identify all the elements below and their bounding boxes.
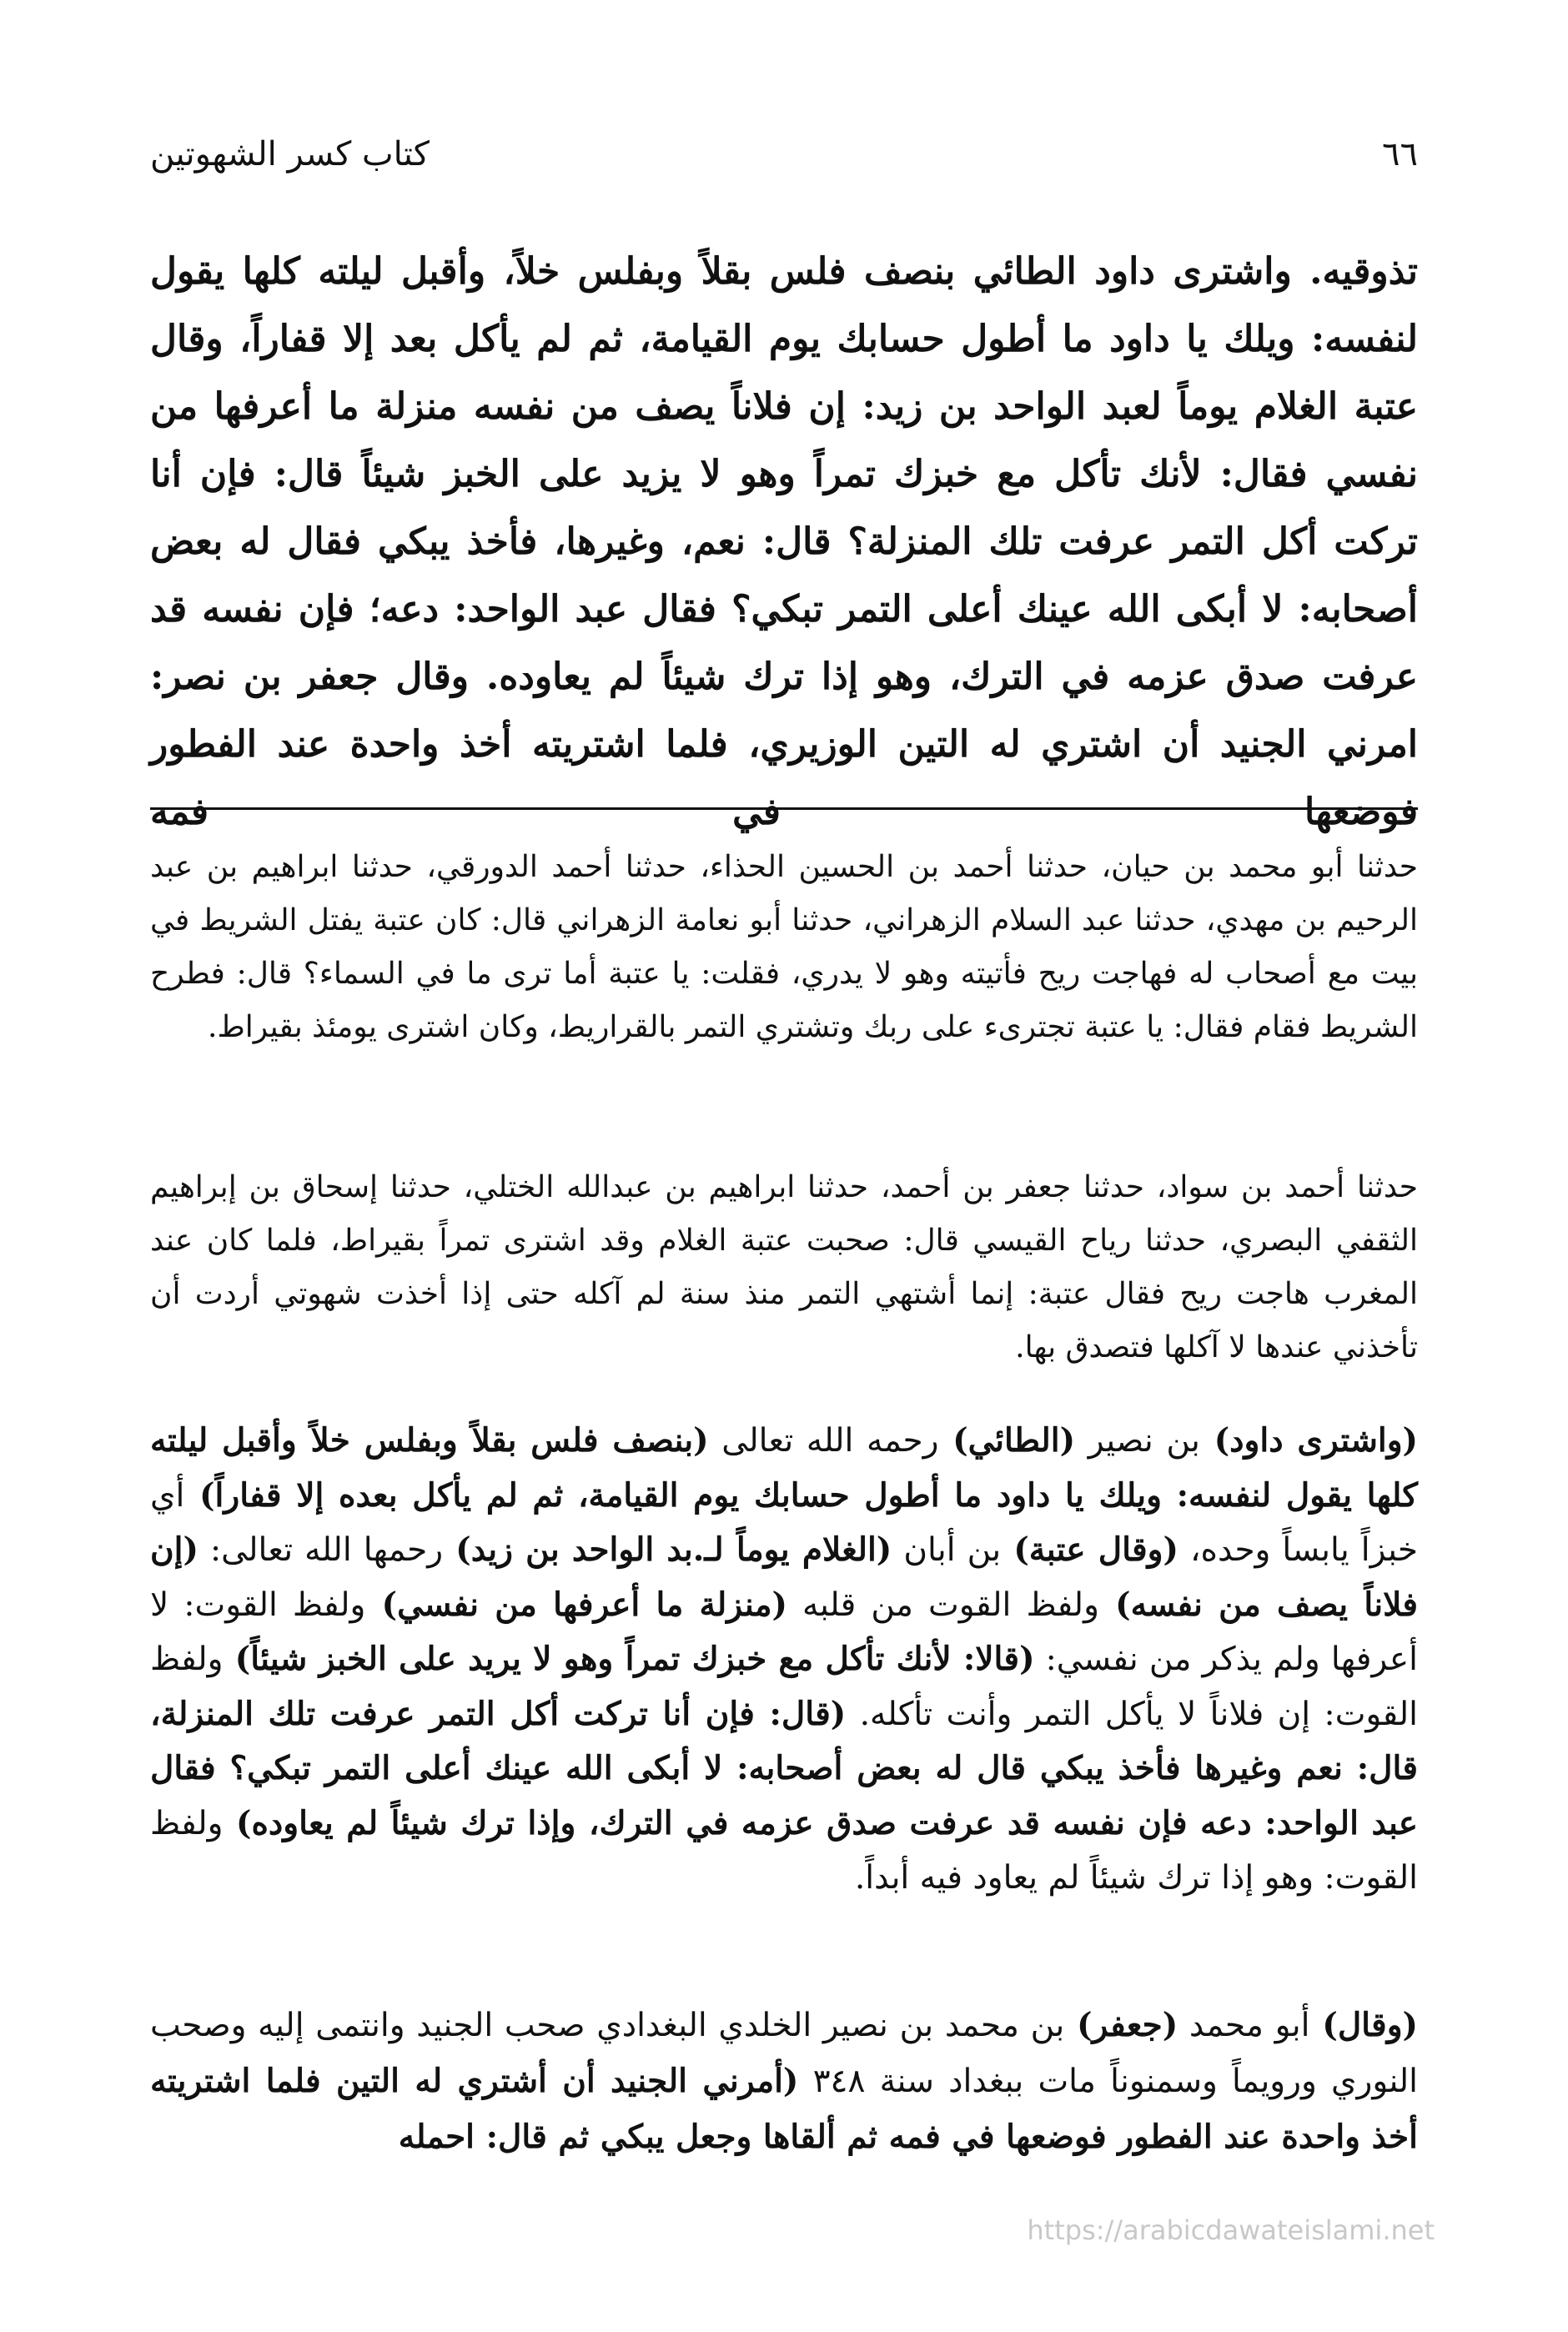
footnote-2: حدثنا أحمد بن سواد، حدثنا جعفر بن أحمد، حدثنا ابراهيم بن عبدالله الختلي، حدثنا إسحاق بن إبراهيم الثقفي البصري، حدثنا رياح القيسي قال: صحبت عتبة الغلام وقد اشترى تمراً بقيراط، فلما كان عند المغرب هاجت ريح فقال عتبة: إنما أشتهي التمر منذ سنة لم آكله حتى إذا أخذت شهوتي أردت أن تأخذني عندها لا آكلها فتصدق بها. — [150, 1170, 1418, 1365]
commentary-text: ولفظ القوت: وهو إذا ترك شيئاً لم يعاود فيه أبداً. — [150, 1804, 1418, 1897]
quoted-text: (قال: فإن أنا تركت أكل التمر عرفت تلك المنزلة، قال: نعم وغيرها فأخذ يبكي قال له بعض أصحابه: لا أبكى الله عينك أعلى التمر تبكي؟ فقال عبد الواحد: دعه فإن نفسه قد عرفت صدق عزمه في الترك، وإذا ترك شيئاً لم يعاوده) — [150, 1694, 1418, 1842]
commentary-text: بن نصير — [1075, 1422, 1200, 1460]
watermark-url: https://arabicdawateislami.net — [1027, 2214, 1435, 2246]
commentary-text: رحمه الله تعالى — [708, 1422, 939, 1460]
commentary-paragraph-1 — [150, 1414, 1418, 1906]
commentary-text: رحمها الله تعالى: — [198, 1531, 444, 1569]
commentary-paragraph-2 — [150, 1998, 1418, 2165]
quoted-text: (الغلام يوماً لـ.بد الواحد بن زيد) — [443, 1530, 892, 1569]
commentary-text: ولفظ القوت: لا أعرفها ولم يذكر من نفسي: — [150, 1586, 1419, 1678]
quoted-text: (واشترى داود) — [1199, 1421, 1418, 1460]
page-number: ٦٦ — [1382, 135, 1418, 173]
commentary-text: ولفظ القوت من قلبه — [787, 1586, 1099, 1624]
commentary-text: بن محمد بن نصير الخلدي البغدادي صحب الجنيد وانتمى إليه وصحب النوري ورويماً وسمنوناً مات ببغداد سنة ٣٤٨ — [150, 2007, 1418, 2100]
footnote-1: حدثنا أبو محمد بن حيان، حدثنا أحمد بن الحسين الحذاء، حدثنا أحمد الدورقي، حدثنا ابراهيم بن عبد الرحيم بن مهدي، حدثنا عبد السلام الزهراني، حدثنا أبو نعامة الزهراني قال: كان عتبة يفتل الشريط في بيت مع أصحاب له فهاجت ريح فأتيته وهو لا يدري، فقلت: يا عتبة أما ترى ما في السماء؟ قال: فطرح الشريط فقام فقال: يا عتبة تجترىء على ربك وتشتري التمر بالقراريط، وكان اشترى يومئذ بقيراط. — [150, 850, 1418, 1044]
quoted-text: (قالا: لأنك تأكل مع خبزك تمراً وهو لا يريد على الخبز شيئاً) — [223, 1640, 1035, 1678]
commentary-text: أبو محمد — [1178, 2007, 1310, 2044]
quoted-text: (جعفر) — [1064, 2006, 1179, 2044]
book-title: كتاب كسر الشهوتين — [150, 135, 430, 173]
page-header — [150, 125, 1418, 183]
commentary-text: بن أبان — [892, 1531, 1002, 1569]
commentary-text: أي خبزاً يابساً وحده، — [150, 1476, 1418, 1569]
quoted-text: (الطائي) — [938, 1421, 1076, 1460]
quoted-text: (أمرني الجنيد أن أشتري له التين فلما اشتريته أخذ واحدة عند الفطور فوضعها في فمه ثم ألقاها وجعل يبكي ثم قال: احمله — [150, 2062, 1418, 2156]
footnote-separator — [150, 807, 1418, 810]
quoted-text: (وقال عتبة) — [1001, 1530, 1179, 1569]
main-text: تذوقيه. واشترى داود الطائي بنصف فلس بقلاً وبفلس خلاً، وأقبل ليلته كلها يقول لنفسه: ويلك يا داود ما أطول حسابك يوم القيامة، ثم لم يأكل بعد إلا قفاراً، وقال عتبة الغلام يوماً لعبد الواحد بن زيد: إن فلاناً يصف من نفسه منزلة ما أعرفها من نفسي فقال: لأنك تأكل مع خبزك تمراً وهو لا يزيد على الخبز شيئاً قال: فإن أنا تركت أكل التمر عرفت تلك المنزلة؟ قال: نعم، وغيرها، فأخذ يبكي فقال له بعض أصحابه: لا أبكى الله عينك أعلى التمر تبكي؟ فقال عبد الواحد: دعه؛ فإن نفسه قد عرفت صدق عزمه في الترك، وهو إذا ترك شيئاً لم يعاوده. وقال جعفر بن نصر: امرني الجنيد أن اشتري له التين الوزيري، فلما اشتريته أخذ واحدة عند الفطور فوضعها في فمه — [150, 250, 1418, 833]
quoted-text: (منزلة ما أعرفها من نفسي) — [365, 1585, 787, 1624]
quoted-text: (إن فلاناً يصف من نفسه) — [150, 1530, 1419, 1624]
quoted-text: (وقال) — [1309, 2006, 1418, 2044]
commentary-text: ولفظ القوت: إن فلاناً لا يأكل التمر وأنت تأكله. — [150, 1641, 1418, 1733]
quoted-text: (بنصف فلس بقلاً وبفلس خلاً وأقبل ليلته كلها يقول لنفسه: ويلك يا داود ما أطول حسابك يوم القيامة، ثم لم يأكل بعده إلا قفاراً) — [150, 1421, 1418, 1515]
